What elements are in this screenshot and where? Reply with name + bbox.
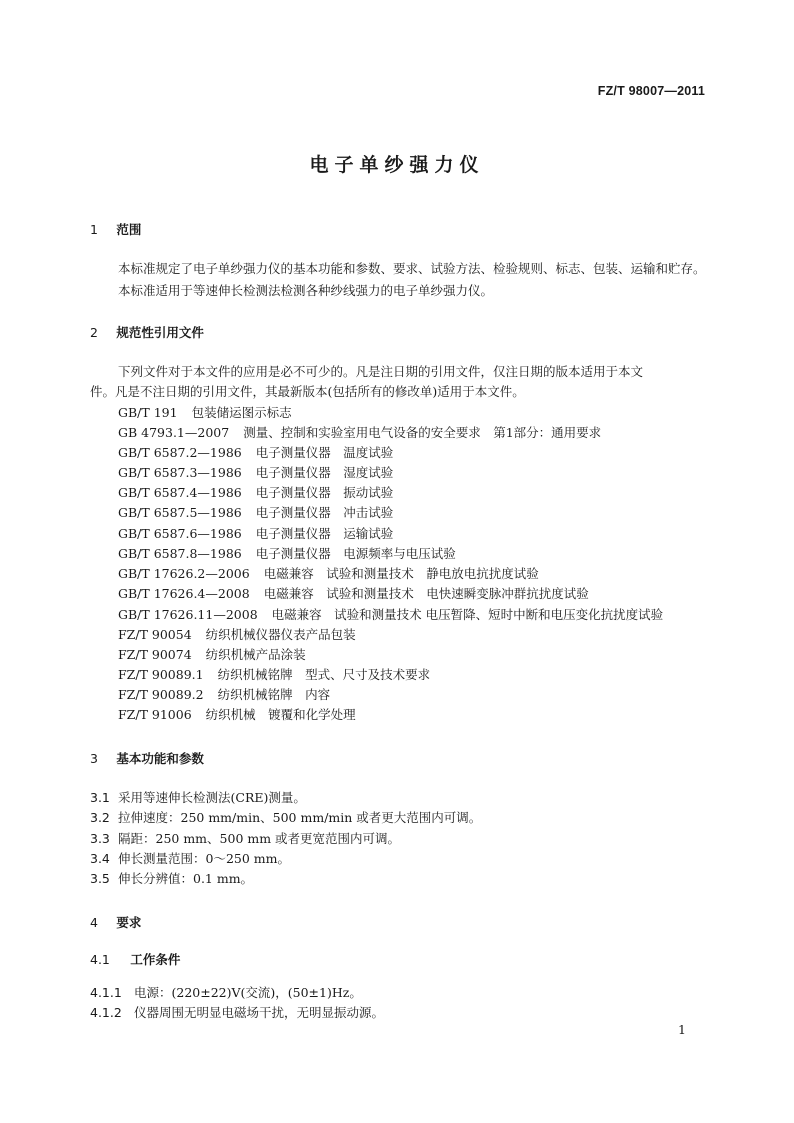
reference-title: 纺织机械产品涂装 — [205, 647, 306, 662]
reference-code: GB/T 6587.3—1986 — [118, 465, 242, 480]
reference-code: GB/T 17626.2—2006 — [118, 566, 250, 581]
reference-title: 测量、控制和实验室用电气设备的安全要求 第1部分：通用要求 — [243, 425, 602, 440]
reference-code: GB/T 6587.8—1986 — [118, 546, 242, 561]
reference-item — [118, 685, 734, 705]
reference-code: FZ/T 90089.1 — [118, 667, 204, 682]
clause-number: 3.1 — [90, 790, 110, 805]
reference-code: GB/T 17626.4—2008 — [118, 586, 250, 601]
section-title: 要求 — [116, 915, 142, 930]
section-number: 3 — [90, 751, 98, 766]
reference-title: 电子测量仪器 电源频率与电压试验 — [255, 546, 456, 561]
reference-title: 电子测量仪器 湿度试验 — [255, 465, 394, 480]
section-title: 范围 — [116, 222, 142, 237]
section-heading-functions-parameters — [90, 749, 204, 767]
clause — [90, 788, 706, 808]
reference-title: 包装储运图示标志 — [191, 405, 292, 420]
reference-code: FZ/T 90054 — [118, 627, 192, 642]
section-number: 4 — [90, 915, 98, 930]
clause-text: 仪器周围无明显电磁场干扰，无明显振动源。 — [134, 1005, 385, 1020]
section-title: 基本功能和参数 — [116, 751, 204, 766]
clause-number: 3.3 — [90, 831, 110, 846]
clause — [90, 829, 706, 849]
section-number: 2 — [90, 325, 98, 340]
reference-code: GB 4793.1—2007 — [118, 425, 230, 440]
clause-text: 电源：(220±22)V(交流)，(50±1)Hz。 — [134, 985, 362, 1000]
section-number: 1 — [90, 222, 98, 237]
reference-item — [118, 645, 734, 665]
reference-title: 纺织机械铭牌 内容 — [217, 687, 331, 702]
reference-item — [118, 564, 734, 584]
clause-number: 3.5 — [90, 871, 110, 886]
clause-text: 拉伸速度：250 mm/min、500 mm/min 或者更大范围内可调。 — [118, 810, 482, 825]
reference-code: FZ/T 90089.2 — [118, 687, 204, 702]
section-heading-normative-references — [90, 323, 204, 341]
paragraph: 件。凡是不注日期的引用文件，其最新版本(包括所有的修改单)适用于本文件。 — [90, 384, 525, 399]
reference-item — [118, 705, 734, 725]
reference-code: GB/T 6587.6—1986 — [118, 526, 242, 541]
clause-text: 隔距：250 mm、500 mm 或者更宽范围内可调。 — [118, 831, 401, 846]
reference-item — [118, 463, 734, 483]
subsection-heading-working-conditions — [90, 950, 180, 968]
document-title: 电子单纱强力仪 — [309, 154, 485, 176]
clause-text: 伸长分辨值：0.1 mm。 — [118, 871, 254, 886]
reference-title: 电磁兼容 试验和测量技术 电快速瞬变脉冲群抗扰度试验 — [263, 586, 589, 601]
reference-title: 纺织机械 镀覆和化学处理 — [205, 707, 356, 722]
reference-item — [118, 665, 734, 685]
section-heading-requirements — [90, 913, 141, 931]
clause-number: 4.1.1 — [90, 985, 122, 1000]
clause — [90, 983, 706, 1003]
subsection-title: 工作条件 — [130, 952, 181, 967]
reference-code: FZ/T 90074 — [118, 647, 192, 662]
reference-title: 纺织机械仪器仪表产品包装 — [205, 627, 356, 642]
reference-item — [118, 544, 734, 564]
reference-item — [118, 423, 734, 443]
clause — [90, 849, 706, 869]
reference-title: 纺织机械铭牌 型式、尺寸及技术要求 — [217, 667, 431, 682]
page-number: 1 — [678, 1022, 686, 1037]
reference-code: GB/T 6587.5—1986 — [118, 505, 242, 520]
subsection-number: 4.1 — [90, 952, 110, 967]
clause — [90, 869, 706, 889]
standard-number: FZ/T 98007—2011 — [597, 84, 705, 98]
reference-item — [118, 605, 734, 625]
reference-item — [118, 443, 734, 463]
reference-code: GB/T 17626.11—2008 — [118, 607, 258, 622]
clause — [90, 1003, 706, 1023]
reference-title: 电子测量仪器 冲击试验 — [255, 505, 394, 520]
reference-title: 电子测量仪器 振动试验 — [255, 485, 394, 500]
reference-item — [118, 503, 734, 523]
paragraph: 本标准规定了电子单纱强力仪的基本功能和参数、要求、试验方法、检验规则、标志、包装、运输和贮存。 — [118, 261, 706, 276]
clause-text: 采用等速伸长检测法(CRE)测量。 — [118, 790, 306, 805]
reference-item — [118, 403, 734, 423]
clause-number: 3.4 — [90, 851, 110, 866]
clause — [90, 808, 706, 828]
paragraph: 本标准适用于等速伸长检测法检测各种纱线强力的电子单纱强力仪。 — [118, 283, 494, 298]
section-heading-scope — [90, 220, 141, 238]
section-title: 规范性引用文件 — [116, 325, 204, 340]
reference-item — [118, 483, 734, 503]
clause-number: 3.2 — [90, 810, 110, 825]
clause-number: 4.1.2 — [90, 1005, 122, 1020]
reference-title: 电磁兼容 试验和测量技术 电压暂降、短时中断和电压变化抗扰度试验 — [271, 607, 664, 622]
reference-code: GB/T 191 — [118, 405, 178, 420]
reference-title: 电子测量仪器 运输试验 — [255, 526, 394, 541]
reference-item — [118, 584, 734, 604]
reference-code: FZ/T 91006 — [118, 707, 192, 722]
reference-title: 电子测量仪器 温度试验 — [255, 445, 394, 460]
reference-item — [118, 524, 734, 544]
clause-text: 伸长测量范围：0～250 mm。 — [118, 851, 290, 866]
reference-code: GB/T 6587.2—1986 — [118, 445, 242, 460]
reference-code: GB/T 6587.4—1986 — [118, 485, 242, 500]
paragraph: 下列文件对于本文件的应用是必不可少的。凡是注日期的引用文件，仅注日期的版本适用于本文 — [118, 364, 644, 379]
reference-title: 电磁兼容 试验和测量技术 静电放电抗扰度试验 — [263, 566, 539, 581]
reference-item — [118, 625, 734, 645]
